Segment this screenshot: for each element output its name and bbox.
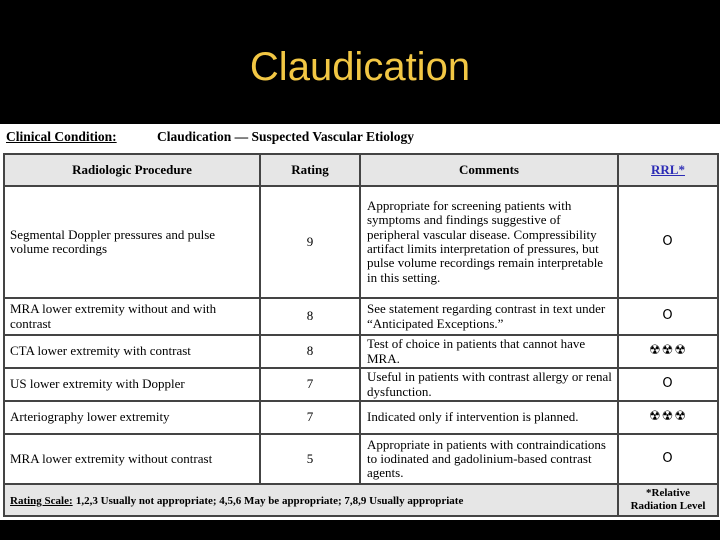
clinical-condition-label: Clinical Condition:: [6, 129, 117, 144]
comment-cell: See statement regarding contrast in text under “Anticipated Exceptions.”: [360, 298, 618, 335]
procedure-cell: Segmental Doppler pressures and pulse volume recordings: [4, 186, 260, 298]
comment-cell: Appropriate for screening patients with symptoms and findings suggestive of peripheral vascular disease. Compressibility artifact limits interpretation of pressures, but pulse volume recordings remain interpretable in this setting.: [360, 186, 618, 298]
rating-cell: 7: [260, 368, 360, 401]
rating-cell: 7: [260, 401, 360, 434]
table-footer-row: [4, 484, 718, 516]
rating-scale: [4, 484, 618, 516]
header-rating: Rating: [260, 154, 360, 186]
procedure-cell: MRA lower extremity without contrast: [4, 434, 260, 484]
rrl-cell: O: [618, 186, 718, 298]
table-header-row: [4, 154, 718, 186]
rrl-note-line2: Radiation Level: [630, 500, 706, 512]
radiation-icons: ☢☢☢: [618, 335, 718, 368]
comment-cell: Useful in patients with contrast allergy or renal dysfunction.: [360, 368, 618, 401]
table-row: [4, 434, 718, 484]
comment-cell: Appropriate in patients with contraindications to iodinated and gadolinium-based contrast agents.: [360, 434, 618, 484]
table-row: [4, 335, 718, 368]
slide-title: Claudication: [249, 45, 471, 89]
table-row: [4, 368, 718, 401]
rrl-note-line1: *Relative: [646, 487, 690, 500]
appropriateness-document: [0, 124, 720, 520]
rating-scale-label: Rating Scale:: [10, 494, 73, 507]
header-comments: Comments: [360, 154, 618, 186]
comment-cell: Test of choice in patients that cannot have MRA.: [360, 335, 618, 368]
comment-cell: Indicated only if intervention is planned.: [360, 401, 618, 434]
header-procedure: Radiologic Procedure: [4, 154, 260, 186]
clinical-condition-value: Claudication — Suspected Vascular Etiology: [157, 129, 415, 144]
procedure-cell: CTA lower extremity with contrast: [4, 335, 260, 368]
table-row: [4, 298, 718, 335]
rating-cell: 9: [260, 186, 360, 298]
rrl-cell: O: [618, 434, 718, 484]
procedure-cell: MRA lower extremity without and with contrast: [4, 298, 260, 335]
procedure-cell: US lower extremity with Doppler: [4, 368, 260, 401]
rrl-cell: O: [618, 368, 718, 401]
rating-cell: 5: [260, 434, 360, 484]
table-row: [4, 186, 718, 298]
rrl-note: [618, 484, 718, 516]
rating-scale-text: 1,2,3 Usually not appropriate; 4,5,6 May be appropriate; 7,8,9 Usually appropriate: [75, 494, 464, 507]
procedure-cell: Arteriography lower extremity: [4, 401, 260, 434]
rrl-cell: O: [618, 298, 718, 335]
procedure-table: [3, 153, 719, 517]
header-rrl-link[interactable]: RRL*: [618, 154, 718, 186]
table-row: [4, 401, 718, 434]
radiation-icons: ☢☢☢: [618, 401, 718, 434]
rating-cell: 8: [260, 298, 360, 335]
rating-cell: 8: [260, 335, 360, 368]
